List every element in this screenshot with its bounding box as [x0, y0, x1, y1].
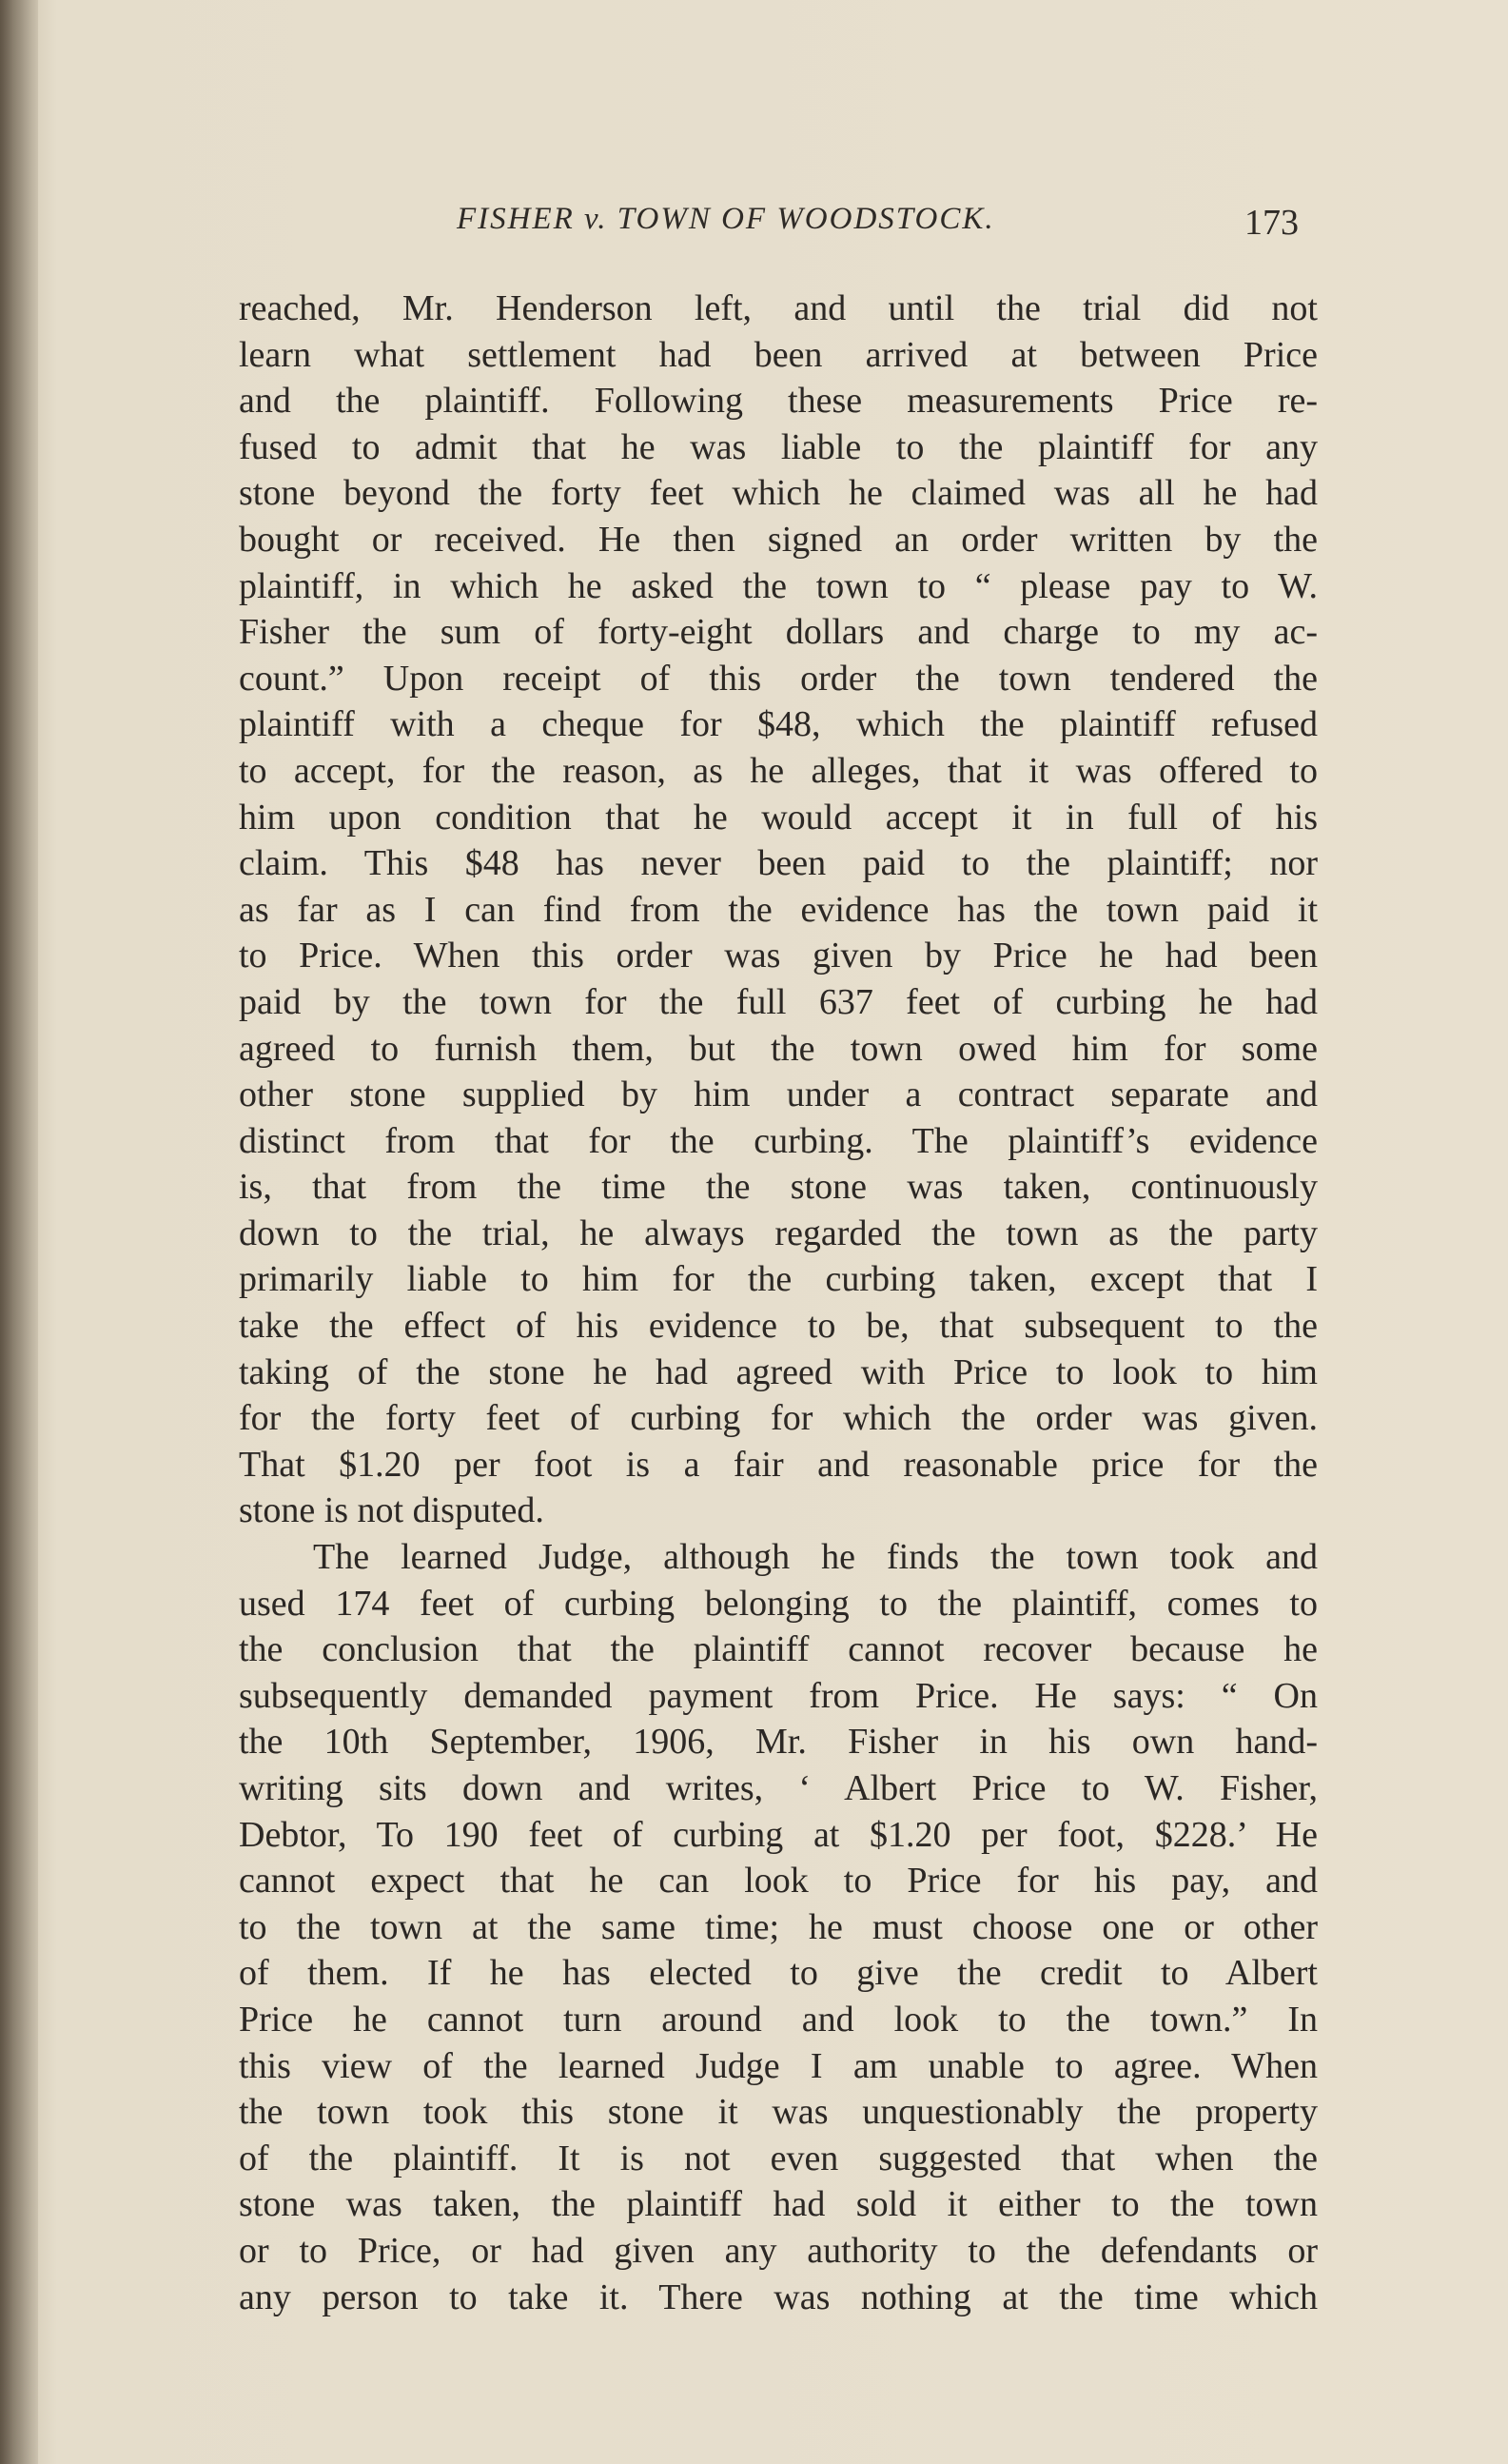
text-line: plaintiff, in which he asked the town to “ please pay to W. — [239, 565, 1318, 606]
text-line: for the forty feet of curbing for which the order was given. — [239, 1398, 1318, 1439]
text-line: writing sits down and writes, ‘ Albert Price to W. Fisher, — [239, 1768, 1318, 1808]
text-line: or to Price, or had given any authority to the defendants or — [239, 2230, 1318, 2271]
text-line: stone was taken, the plaintiff had sold it either to the town — [239, 2184, 1318, 2225]
text-line: this view of the learned Judge I am unable to agree. When — [239, 2045, 1318, 2086]
text-line: is, that from the time the stone was taken, continuously — [239, 1167, 1318, 1208]
text-line: That $1.20 per foot is a fair and reasonable price for the — [239, 1444, 1318, 1485]
binding-edge — [0, 0, 38, 2464]
text-line: to Price. When this order was given by Price he had been — [239, 936, 1318, 976]
text-line: take the effect of his evidence to be, that subsequent to the — [239, 1306, 1318, 1347]
text-line: stone is not disputed. — [239, 1490, 544, 1531]
text-line: stone beyond the forty feet which he claimed was all he had — [239, 473, 1318, 514]
text-line: learn what settlement had been arrived at between Price — [239, 334, 1318, 375]
text-line: and the plaintiff. Following these measurements Price re- — [239, 381, 1318, 422]
text-line: other stone supplied by him under a contract separate and — [239, 1074, 1318, 1115]
text-line: used 174 feet of curbing belonging to the plaintiff, comes to — [239, 1583, 1318, 1624]
text-line: to accept, for the reason, as he alleges, that it was offered to — [239, 750, 1318, 791]
text-line: fused to admit that he was liable to the plaintiff for any — [239, 426, 1318, 467]
text-line: reached, Mr. Henderson left, and until the trial did not — [239, 288, 1318, 328]
text-line: the town took this stone it was unquestionably the property — [239, 2092, 1318, 2133]
text-line: plaintiff with a cheque for $48, which the plaintiff refused — [239, 704, 1318, 745]
text-line: any person to take it. There was nothing at the time which — [239, 2277, 1318, 2317]
text-line: Fisher the sum of forty-eight dollars and charge to my ac- — [239, 612, 1318, 653]
text-line: distinct from that for the curbing. The plaintiff’s evidence — [239, 1120, 1318, 1161]
running-title: FISHER v. TOWN OF WOODSTOCK. — [457, 202, 995, 236]
text-line: the 10th September, 1906, Mr. Fisher in his own hand- — [239, 1722, 1318, 1763]
text-line: claim. This $48 has never been paid to the plaintiff; nor — [239, 843, 1318, 884]
text-line: bought or received. He then signed an order written by the — [239, 519, 1318, 560]
body-text — [239, 286, 1318, 2320]
text-line: him upon condition that he would accept it in full of his — [239, 797, 1318, 838]
text-line: paid by the town for the full 637 feet of curbing he had — [239, 981, 1318, 1022]
running-head — [238, 202, 1299, 255]
text-line: of them. If he has elected to give the credit to Albert — [239, 1953, 1318, 1994]
text-line: down to the trial, he always regarded the town as the party — [239, 1212, 1318, 1253]
text-line: of the plaintiff. It is not even suggested that when the — [239, 2138, 1318, 2178]
page-number: 173 — [1244, 203, 1299, 243]
text-line: subsequently demanded payment from Price. He says: “ On — [239, 1675, 1318, 1716]
text-line: taking of the stone he had agreed with Price to look to him — [239, 1351, 1318, 1392]
text-line: the conclusion that the plaintiff cannot recover because he — [239, 1629, 1318, 1670]
text-line: as far as I can find from the evidence has the town paid it — [239, 889, 1318, 930]
text-line: to the town at the same time; he must choose one or other — [239, 1906, 1318, 1947]
text-line: count.” Upon receipt of this order the town tendered the — [239, 658, 1318, 699]
text-line: Price he cannot turn around and look to the town.” In — [239, 1999, 1318, 2040]
text-line: The learned Judge, although he finds the town took and — [313, 1537, 1318, 1578]
text-line: cannot expect that he can look to Price for his pay, and — [239, 1861, 1318, 1902]
text-line: agreed to furnish them, but the town owed him for some — [239, 1028, 1318, 1069]
text-line: primarily liable to him for the curbing taken, except that I — [239, 1259, 1318, 1300]
text-line: Debtor, To 190 feet of curbing at $1.20 per foot, $228.’ He — [239, 1814, 1318, 1855]
